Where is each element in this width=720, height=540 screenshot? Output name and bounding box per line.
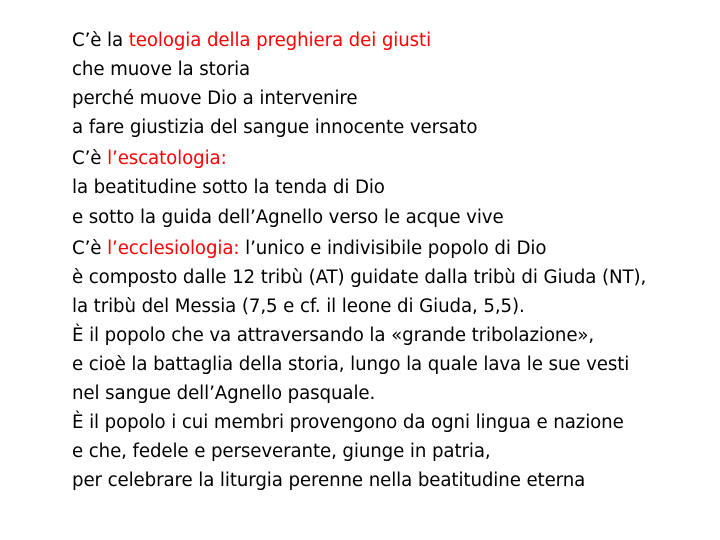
- line-text: per celebrare la liturgia perenne nella beatitudine eterna: [72, 470, 586, 492]
- line-text: la tribù del Messia (7,5 e cf. il leone di Giuda, 5,5).: [72, 295, 525, 317]
- text-line: [72, 173, 712, 202]
- line-text: perché muove Dio a intervenire: [72, 88, 358, 110]
- line-text: È il popolo che va attraversando la «grande tribolazione»,: [72, 324, 595, 346]
- text-line: [72, 379, 712, 408]
- highlight-term: teologia della preghiera dei giusti: [128, 30, 432, 51]
- text-line: [72, 321, 712, 350]
- highlight-term: l’ecclesiologia:: [107, 237, 240, 259]
- text-line: [72, 408, 712, 437]
- text-line: [72, 144, 712, 173]
- paragraph-escatologia: [72, 144, 712, 231]
- text-line: [72, 234, 712, 263]
- line-lead-text: C’è la: [72, 30, 129, 51]
- slide-text-body: [72, 26, 712, 496]
- highlight-term: l’escatologia:: [107, 148, 227, 170]
- text-line: [72, 84, 712, 113]
- text-line: [72, 437, 712, 466]
- line-text: e che, fedele e perseverante, giunge in patria,: [72, 441, 491, 463]
- line-text: la beatitudine sotto la tenda di Dio: [72, 177, 385, 199]
- text-line: [72, 55, 712, 84]
- line-text: è composto dalle 12 tribù (AT) guidate dalla tribù di Giuda (NT),: [72, 266, 647, 288]
- text-line: [72, 113, 712, 142]
- line-text: che muove la storia: [72, 59, 251, 81]
- line-lead-text: C’è: [72, 148, 108, 170]
- text-line: [72, 263, 712, 292]
- text-line: [72, 292, 712, 321]
- text-line: [72, 203, 712, 232]
- line-text: È il popolo i cui membri provengono da ogni lingua e nazione: [72, 412, 624, 434]
- text-line: [72, 350, 712, 379]
- text-line: [72, 26, 712, 55]
- line-text: nel sangue dell’Agnello pasquale.: [72, 383, 376, 405]
- paragraph-ecclesiologia: [72, 234, 712, 496]
- line-text: e cioè la battaglia della storia, lungo la quale lava le sue vesti: [72, 354, 630, 376]
- line-lead-text: C’è: [72, 237, 108, 259]
- line-text: a fare giustizia del sangue innocente versato: [72, 117, 478, 139]
- line-text: e sotto la guida dell’Agnello verso le acque vive: [72, 206, 504, 228]
- text-line: [72, 466, 712, 495]
- paragraph-teologia: [72, 26, 712, 142]
- line-rest-text: l’unico e indivisibile popolo di Dio: [239, 237, 547, 259]
